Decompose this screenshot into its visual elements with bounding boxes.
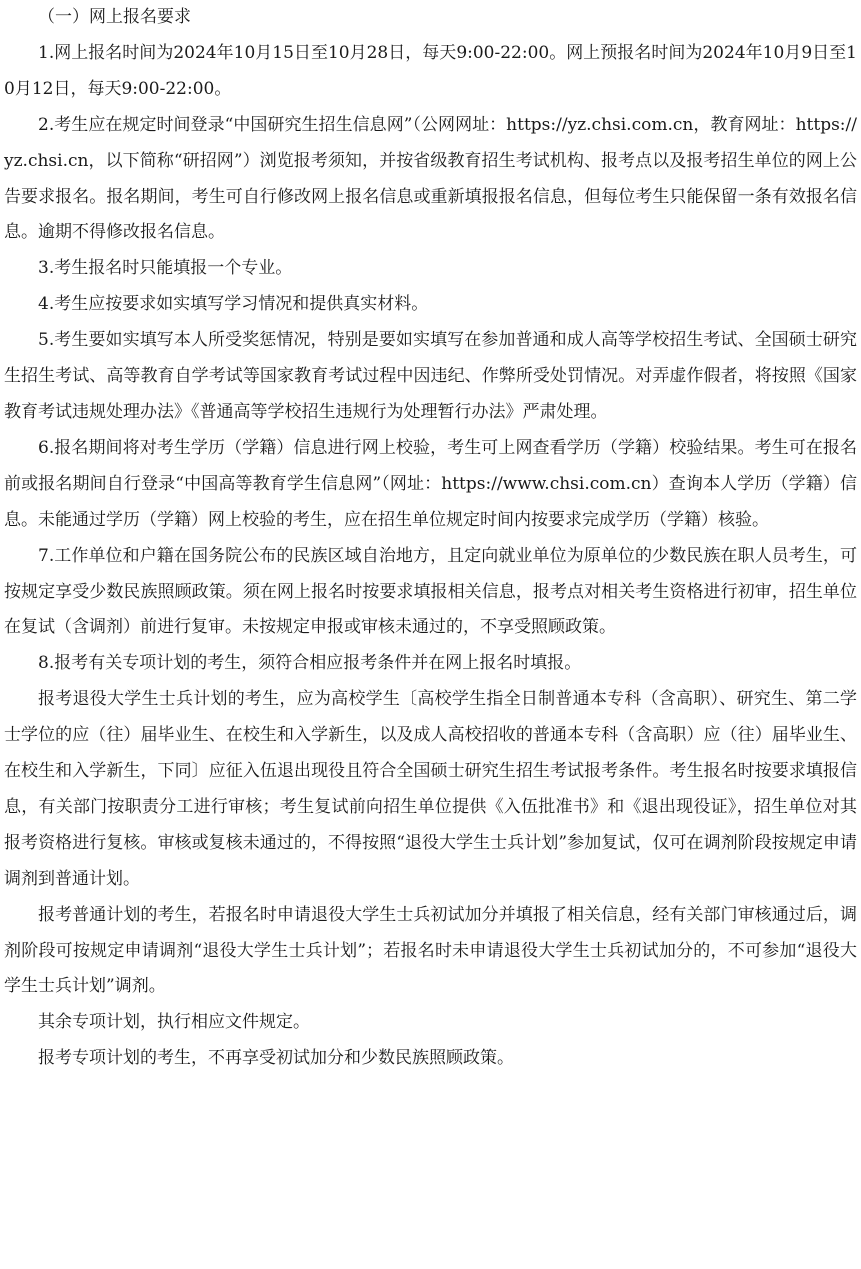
paragraph-education-verification: 6.报名期间将对考生学历（学籍）信息进行网上校验，考生可上网查看学历（学籍）校验结果。考生可在报名前或报名期间自行登录“中国高等教育学生信息网”（网址：https://www.chsi.com.cn）查询本人学历（学籍）信息。未能通过学历（学籍）网上校验的考生，应在招生单位规定时间内按要求完成学历（学籍）核验。 — [4, 437, 857, 530]
paragraph-truthful-materials: 4.考生应按要求如实填写学习情况和提供真实材料。 — [38, 294, 429, 315]
paragraph-other-special-plans: 其余专项计划，执行相应文件规定。 — [38, 1012, 310, 1033]
paragraph-no-extra-bonus: 报考专项计划的考生，不再享受初试加分和少数民族照顾政策。 — [38, 1048, 514, 1069]
paragraph-veteran-plan: 报考退役大学生士兵计划的考生，应为高校学生〔高校学生指全日制普通本专科（含高职）、研究生、第二学士学位的应（往）届毕业生、在校生和入学新生，以及成人高校招收的普通本专科（含高职）应（往）届毕业生、在校生和入学新生，下同〕应征入伍退出现役且符合全国硕士研究生招生考试报考条件。考生报名时按要求填报信息，有关部门按职责分工进行审核；考生复试前向招生单位提供《入伍批准书》和《退出现役证》，招生单位对其报考资格进行复核。审核或复核未通过的，不得按照“退役大学生士兵计划”参加复试，仅可在调剂阶段按规定申请调剂到普通计划。 — [4, 689, 857, 889]
section-title: （一）网上报名要求 — [38, 7, 191, 27]
document-body — [4, 0, 857, 1077]
paragraph-general-plan-veteran-bonus: 报考普通计划的考生，若报名时申请退役大学生士兵初试加分并填报了相关信息，经有关部门审核通过后，调剂阶段可按规定申请调剂“退役大学生士兵计划”；若报名时未申请退役大学生士兵初试加分的，不可参加“退役大学生士兵计划”调剂。 — [4, 904, 857, 997]
paragraph-special-plans: 8.报考有关专项计划的考生，须符合相应报考条件并在网上报名时填报。 — [38, 653, 582, 674]
paragraph-registration-time: 1.网上报名时间为2024年10月15日至10月28日，每天9:00-22:00。网上预报名时间为2024年10月9日至10月12日，每天9:00-22:00。 — [4, 42, 857, 99]
paragraph-login-requirement: 2.考生应在规定时间登录“中国研究生招生信息网”（公网网址：https://yz.chsi.com.cn，教育网址：https://yz.chsi.cn，以下简称“研招网”）浏览报考须知，并按省级教育招生考试机构、报考点以及报考招生单位的网上公告要求报名。报名期间，考生可自行修改网上报名信息或重新填报报名信息，但每位考生只能保留一条有效报名信息。逾期不得修改报名信息。 — [4, 114, 857, 243]
paragraph-ethnic-minority-policy: 7.工作单位和户籍在国务院公布的民族区域自治地方，且定向就业单位为原单位的少数民族在职人员考生，可按规定享受少数民族照顾政策。须在网上报名时按要求填报相关信息，报考点对相关考生资格进行初审，招生单位在复试（含调剂）前进行复审。未按规定申报或审核未通过的，不享受照顾政策。 — [4, 545, 857, 638]
paragraph-single-major: 3.考生报名时只能填报一个专业。 — [38, 258, 293, 279]
paragraph-rewards-punishments: 5.考生要如实填写本人所受奖惩情况，特别是要如实填写在参加普通和成人高等学校招生考试、全国硕士研究生招生考试、高等教育自学考试等国家教育考试过程中因违纪、作弊所受处罚情况。对弄虚作假者，将按照《国家教育考试违规处理办法》《普通高等学校招生违规行为处理暂行办法》严肃处理。 — [4, 330, 857, 422]
